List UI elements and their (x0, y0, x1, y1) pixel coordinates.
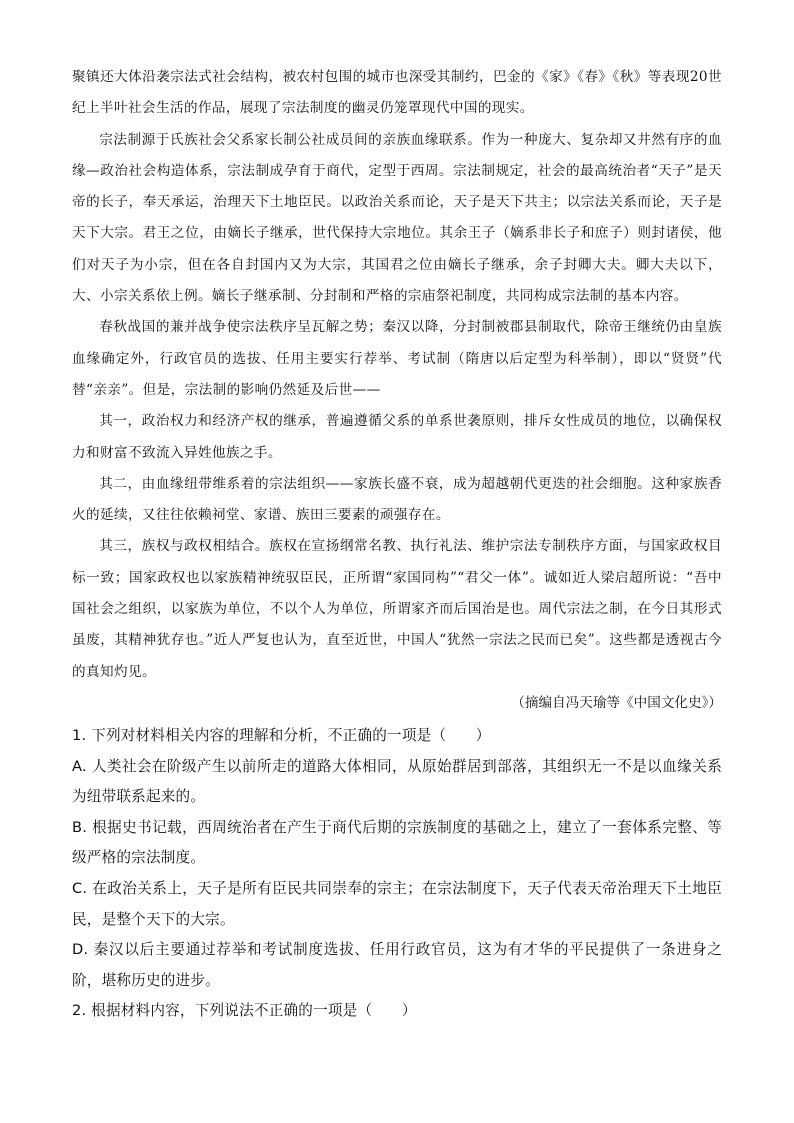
option-b[interactable]: B. 根据史书记载，西周统治者在产生于商代后期的宗族制度的基础之上，建立了一套体系完整、等级严格的宗法制度。 (72, 818, 722, 867)
passage-paragraph-5: 其二，由血缘纽带维系着的宗法组织——家族长盛不衰，成为超越朝代更迭的社会细胞。这种家族香火的延续，又往往依赖祠堂、家谱、族田三要素的顽强存在。 (72, 475, 722, 524)
passage-paragraph-2: 宗法制源于氏族社会父系家长制公社成员间的亲族血缘联系。作为一种庞大、复杂却又井然有序的血缘—政治社会构造体系，宗法制成孕育于商代，定型于西周。宗法制规定，社会的最高统治者“天子”是天帝的长子，奉天承运，治理天下土地臣民。以政治关系而论，天子是天下共主；以宗法关系而论，天子是天下大宗。君王之位，由嫡长子继承，世代保持大宗地位。其余王子（嫡系非长子和庶子）则封诸侯，他们对天子为小宗，但在各自封国内又为大宗，其国君之位由嫡长子继承，余子封卿大夫。卿大夫以下，大、小宗关系依上例。嫡长子继承制、分封制和严格的宗庙祭祀制度，共同构成宗法制的基本内容。 (72, 131, 722, 305)
option-d[interactable]: D. 秦汉以后主要通过荐举和考试制度选拔、任用行政官员，这为有才华的平民提供了一条进身之阶，堪称历史的进步。 (72, 941, 722, 989)
exam-page (72, 62, 722, 1027)
question-1 (72, 721, 722, 996)
passage-source: （摘编自冯天瑜等《中国文化史》） (511, 694, 722, 711)
option-a[interactable]: A. 人类社会在阶级产生以前所走的道路大体相同，从原始群居到部落，其组织无一不是以血缘关系为纽带联系起来的。 (72, 757, 722, 806)
question-stem: 1. 下列对材料相关内容的理解和分析，不正确的一项是（ ） (72, 726, 491, 744)
passage-paragraph-6: 其三，族权与政权相结合。族权在宣扬纲常名教、执行礼法、维护宗法专制秩序方面，与国家政权目标一致；国家政权也以家族精神统驭臣民，正所谓“家国同构”“君父一体”。诚如近人梁启超所说：“吾中国社会之组织，以家族为单位，不以个人为单位，所谓家齐而后国治是也。周代宗法之制，在今日其形式虽废，其精神犹存也。”近人严复也认为，直至近世，中国人“犹然一宗法之民而已矣”。这些都是透视古今的真知灼见。 (72, 538, 722, 680)
option-c[interactable]: C. 在政治关系上，天子是所有臣民共同崇奉的宗主；在宗法制度下，天子代表天帝治理天下土地臣民，是整个天下的大宗。 (72, 879, 722, 928)
passage-paragraph-4: 其一，政治权力和经济产权的继承，普遍遵循父系的单系世袭原则，排斥女性成员的地位，以确保权力和财富不致流入异姓他族之手。 (72, 413, 722, 461)
passage-paragraph-1: 聚镇还大体沿袭宗法式社会结构，被农村包围的城市也深受其制约，巴金的《家》《春》《秋》等表现20世纪上半叶社会生活的作品，展现了宗法制度的幽灵仍笼罩现代中国的现实。 (72, 69, 722, 117)
question-list (72, 721, 722, 1027)
question-2 (72, 996, 722, 1027)
passage-paragraph-3: 春秋战国的兼并战争使宗法秩序呈瓦解之势；秦汉以降，分封制被郡县制取代，除帝王继统仍由皇族血缘确定外，行政官员的选拔、任用主要实行荐举、考试制（隋唐以后定型为科举制），即以“贤贤”代替“亲亲”。但是，宗法制的影响仍然延及后世—— (72, 319, 722, 398)
question-stem: 2. 根据材料内容，下列说法不正确的一项是（ ） (72, 1002, 417, 1020)
reading-passage (72, 62, 722, 719)
